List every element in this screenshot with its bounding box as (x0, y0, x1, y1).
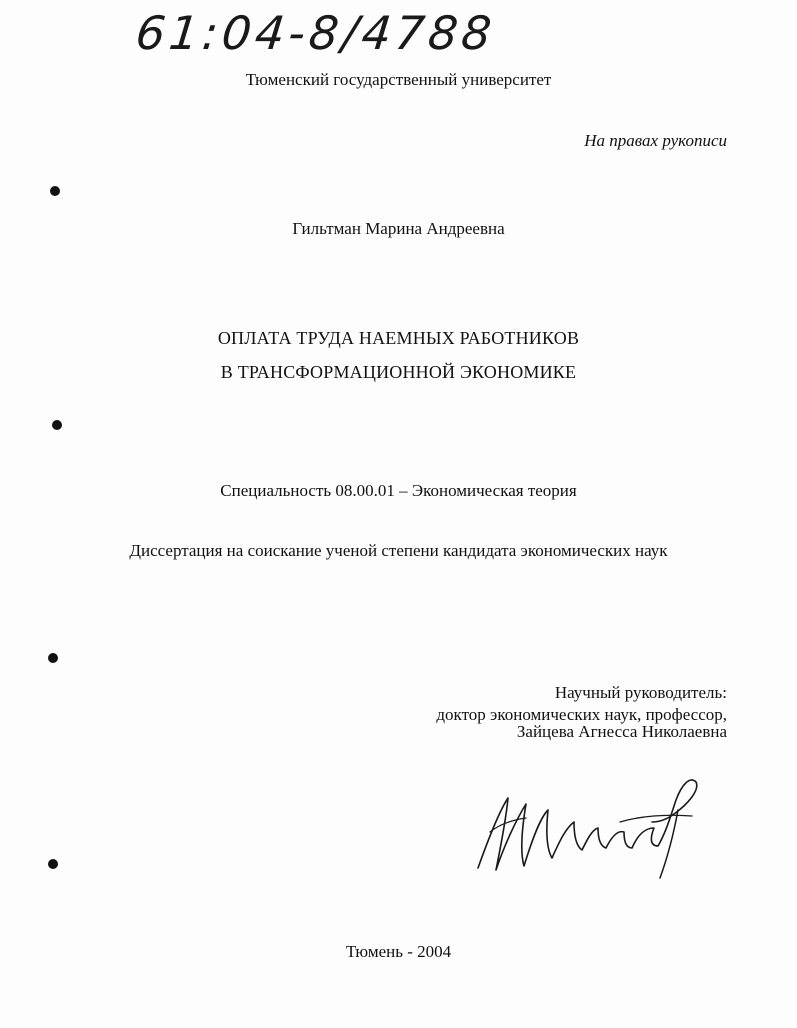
advisor-degree: доктор экономических наук, профессор, (436, 705, 727, 724)
author-name: Гильтман Марина Андреевна (292, 219, 505, 238)
city-year: Тюмень - 2004 (345, 942, 452, 961)
manuscript-note: На правах рукописи (584, 131, 727, 150)
signature-image (470, 770, 710, 885)
punch-hole-mark (52, 420, 62, 430)
dissertation-title-line-2: В ТРАНСФОРМАЦИОННОЙ ЭКОНОМИКЕ (220, 362, 577, 382)
dissertation-degree-line: Диссертация на соискание ученой степени кандидата экономических наук (129, 541, 668, 560)
advisor-label: Научный руководитель: (554, 683, 727, 702)
university-name: Тюменский государственный университет (245, 70, 552, 89)
punch-hole-mark (48, 859, 58, 869)
archive-code-handwritten: 61:04-8/4788 (133, 6, 498, 60)
punch-hole-mark (50, 186, 60, 196)
advisor-name: Зайцева Агнесса Николаевна (516, 722, 727, 741)
specialty: Специальность 08.00.01 – Экономическая теория (220, 481, 577, 500)
punch-hole-mark (48, 653, 58, 663)
dissertation-title-line-1: ОПЛАТА ТРУДА НАЕМНЫХ РАБОТНИКОВ (217, 328, 580, 348)
